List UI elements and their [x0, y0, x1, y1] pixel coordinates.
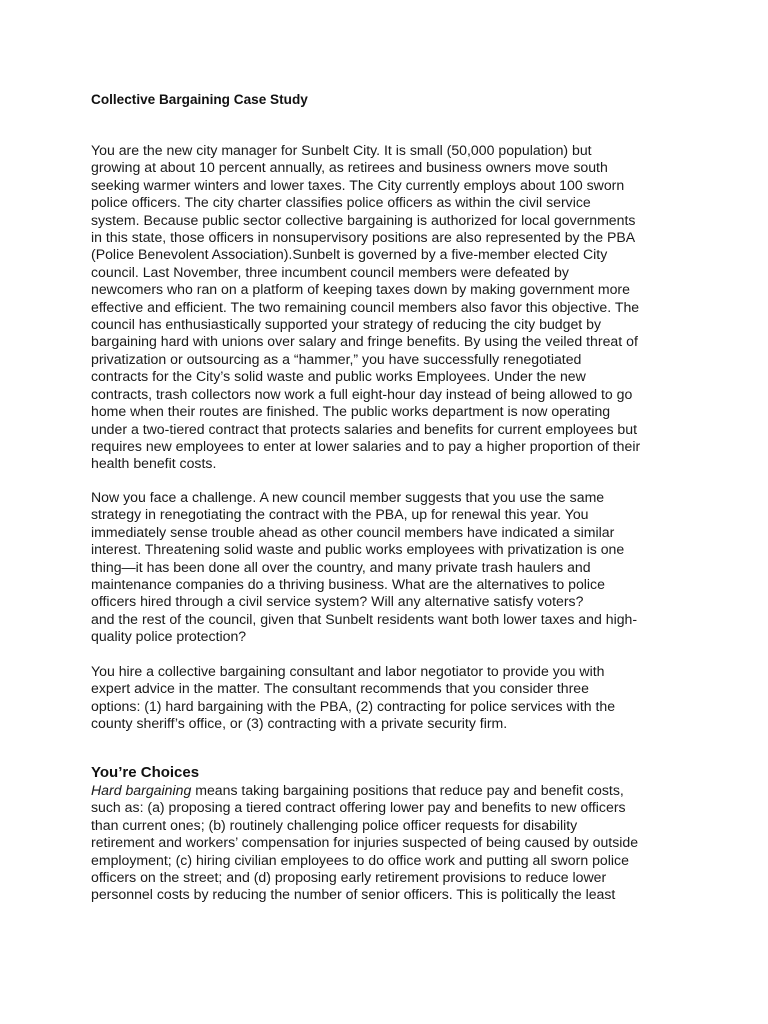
paragraph-hard-bargaining [91, 782, 691, 904]
text-line: council has enthusiastically supported your strategy of reducing the city budget by [91, 316, 602, 333]
text-line: contracts for the City’s solid waste and public works Employees. Under the new [91, 368, 586, 385]
text-line: (Police Benevolent Association).Sunbelt is governed by a five-member elected City [91, 246, 608, 263]
text-line: newcomers who ran on a platform of keeping taxes down by making government more [91, 281, 630, 298]
text-line: privatization or outsourcing as a “hammer,” you have successfully renegotiated [91, 350, 582, 367]
paragraph-consultant [91, 663, 691, 733]
text-line: requires new employees to enter at lower salaries and to pay a higher proportion of their [91, 437, 641, 454]
text-line: options: (1) hard bargaining with the PBA, (2) contracting for police services with the [91, 697, 616, 714]
text-line: Now you face a challenge. A new council member suggests that you use the same [91, 489, 605, 505]
text-line: personnel costs by reducing the number of senior officers. This is politically the least [91, 886, 616, 903]
text-line: bargaining hard with unions over salary and fringe benefits. By using the veiled threat of [91, 333, 638, 350]
text-line: You are the new city manager for Sunbelt City. It is small (50,000 population) but [91, 142, 592, 158]
text-line: strategy in renegotiating the contract with the PBA, up for renewal this year. You [91, 506, 589, 523]
text-fragment: means taking bargaining positions that reduce pay and benefit costs, [191, 782, 624, 798]
section-heading-choices: You’re Choices [91, 764, 200, 781]
text-line: under a two-tiered contract that protects salaries and benefits for current employees but [91, 420, 638, 437]
text-line: home when their routes are finished. The public works department is now operating [91, 403, 611, 420]
text-line: interest. Threatening solid waste and public works employees with privatization is one [91, 541, 625, 558]
text-line: officers on the street; and (d) proposing early retirement provisions to reduce lower [91, 869, 607, 886]
text-line: retirement and workers’ compensation for injuries suspected of being caused by outside [91, 834, 639, 851]
text-line: growing at about 10 percent annually, as retirees and business owners move south [91, 159, 608, 176]
paragraph-intro [91, 142, 691, 473]
text-line: effective and efficient. The two remaining council members also favor this objective. The [91, 298, 640, 315]
text-line: expert advice in the matter. The consultant recommends that you consider three [91, 680, 589, 697]
text-line: than current ones; (b) routinely challenging police officer requests for disability [91, 816, 578, 833]
term-hard-bargaining: Hard bargaining [91, 782, 192, 798]
text-line: You hire a collective bargaining consultant and labor negotiator to provide you with [91, 663, 605, 679]
text-line: council. Last November, three incumbent council members were defeated by [91, 263, 569, 280]
text-line: police officers. The city charter classifies police officers as within the civil service [91, 194, 591, 211]
text-line: county sheriff’s office, or (3) contracting with a private security firm. [91, 715, 508, 732]
text-line: and the rest of the council, given that Sunbelt residents want both lower taxes and high- [91, 610, 638, 627]
paragraph-challenge [91, 489, 691, 646]
text-line: immediately sense trouble ahead as other council members have indicated a similar [91, 523, 615, 540]
text-line: maintenance companies do a thriving business. What are the alternatives to police [91, 576, 605, 593]
text-line: health benefit costs. [91, 455, 217, 472]
text-line: officers hired through a civil service system? Will any alternative satisfy voters? [91, 593, 584, 610]
document-title: Collective Bargaining Case Study [91, 92, 308, 107]
text-line: contracts, trash collectors now work a full eight-hour day instead of being allowed to go [91, 385, 633, 402]
text-line: such as: (a) proposing a tiered contract offering lower pay and benefits to new officers [91, 799, 626, 816]
text-line: employment; (c) hiring civilian employees to do office work and putting all sworn police [91, 851, 629, 868]
text-line: in this state, those officers in nonsupervisory positions are also represented by the PBA [91, 229, 636, 246]
text-line [91, 782, 691, 799]
text-line: thing—it has been done all over the country, and many private trash haulers and [91, 558, 591, 575]
text-line: seeking warmer winters and lower taxes. The City currently employs about 100 sworn [91, 176, 625, 193]
text-line: quality police protection? [91, 628, 247, 645]
text-line: system. Because public sector collective bargaining is authorized for local governments [91, 211, 636, 228]
